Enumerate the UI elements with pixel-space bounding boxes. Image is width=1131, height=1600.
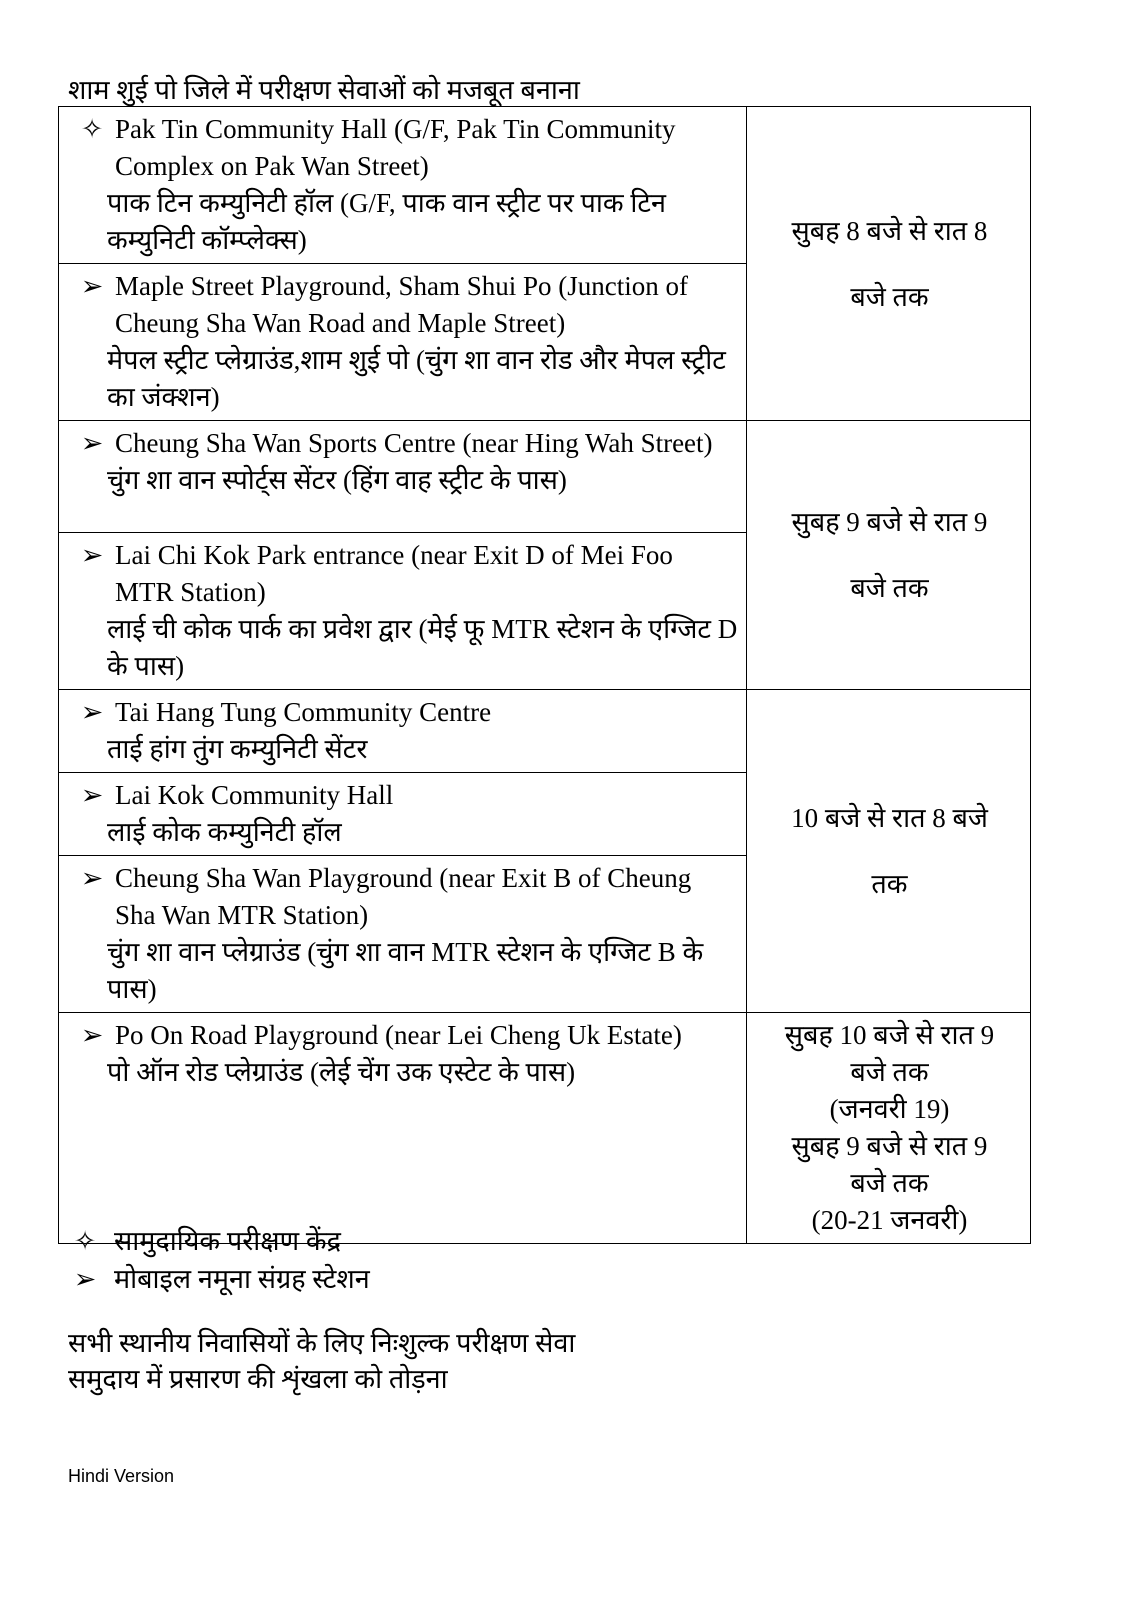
legend [68, 1222, 370, 1298]
mobile-station-icon: ➢ [80, 780, 104, 810]
hours-line: (जनवरी 19) [829, 1094, 950, 1124]
mobile-station-icon: ➢ [80, 540, 104, 570]
hours-line: सुबह 9 बजे से रात 9 [791, 1131, 988, 1161]
site-name-en: Cheung Sha Wan Playground (near Exit B of Cheung Sha Wan MTR Station) [115, 863, 692, 930]
site-cell [59, 1013, 747, 1244]
community-test-centre-icon: ✧ [73, 1226, 97, 1256]
hours-line: बजे तक [850, 1168, 929, 1198]
site-name-hi: लाई ची कोक पार्क का प्रवेश द्वार (मेई फू MTR स्टेशन के एग्जिट D के पास) [107, 614, 738, 681]
table-row [59, 1013, 1031, 1244]
legend-item-community [68, 1222, 370, 1260]
site-name-hi: चुंग शा वान स्पोर्ट्स सेंटर (हिंग वाह स्ट्रीट के पास) [107, 465, 567, 495]
site-cell [59, 856, 747, 1013]
hours-line: 10 बजे से रात 8 बजे [791, 803, 988, 833]
hours-line: बजे तक [850, 573, 929, 603]
site-cell [59, 264, 747, 421]
legend-label: सामुदायिक परीक्षण केंद्र [114, 1226, 341, 1256]
mobile-station-icon: ➢ [80, 271, 104, 301]
hours-line: सुबह 10 बजे से रात 9 [784, 1020, 995, 1050]
footer-line: सभी स्थानीय निवासियों के लिए निःशुल्क परीक्षण सेवा [68, 1328, 576, 1358]
footer-message [68, 1325, 575, 1397]
site-name-hi: पाक टिन कम्युनिटी हॉल (G/F, पाक वान स्ट्रीट पर पाक टिन कम्युनिटी कॉम्प्लेक्स) [107, 188, 666, 255]
hours-cell [747, 1013, 1031, 1244]
hours-cell [747, 690, 1031, 1013]
hours-line: बजे तक [850, 281, 929, 312]
mobile-station-icon: ➢ [80, 863, 104, 893]
hours-cell [747, 107, 1031, 421]
hours-line: सुबह 9 बजे से रात 9 [791, 507, 988, 537]
site-name-hi: ताई हांग तुंग कम्युनिटी सेंटर [107, 734, 368, 764]
table-row [59, 690, 1031, 773]
site-cell [59, 773, 747, 856]
testing-sites-table [58, 106, 1031, 1244]
site-cell [59, 107, 747, 264]
site-name-en: Lai Kok Community Hall [115, 780, 394, 810]
site-name-hi: लाई कोक कम्युनिटी हॉल [107, 817, 342, 847]
site-cell [59, 690, 747, 773]
hours-line: सुबह 8 बजे से रात 8 [791, 215, 988, 246]
site-cell [59, 421, 747, 533]
site-name-hi: पो ऑन रोड प्लेग्राउंड (लेई चेंग उक एस्टेट के पास) [107, 1057, 576, 1087]
site-name-en: Pak Tin Community Hall (G/F, Pak Tin Community Complex on Pak Wan Street) [115, 114, 676, 181]
hours-line: (20-21 जनवरी) [811, 1205, 968, 1235]
site-name-en: Maple Street Playground, Sham Shui Po (Junction of Cheung Sha Wan Road and Maple Street) [115, 271, 688, 338]
mobile-station-icon: ➢ [80, 697, 104, 727]
page-title: शाम शुई पो जिले में परीक्षण सेवाओं को मजबूत बनाना [68, 75, 580, 105]
site-name-hi: चुंग शा वान प्लेग्राउंड (चुंग शा वान MTR स्टेशन के एग्जिट B के पास) [107, 937, 704, 1004]
hours-line: तक [871, 869, 908, 899]
site-name-en: Po On Road Playground (near Lei Cheng Uk Estate) [115, 1020, 682, 1050]
site-name-en: Cheung Sha Wan Sports Centre (near Hing Wah Street) [115, 428, 713, 458]
mobile-station-icon: ➢ [80, 428, 104, 458]
site-name-hi: मेपल स्ट्रीट प्लेग्राउंड,शाम शुई पो (चुंग शा वान रोड और मेपल स्ट्रीट का जंक्शन) [107, 345, 726, 412]
site-name-en: Lai Chi Kok Park entrance (near Exit D of Mei Foo MTR Station) [115, 540, 673, 607]
hours-line: बजे तक [850, 1057, 929, 1087]
legend-item-mobile [68, 1260, 370, 1298]
mobile-station-icon: ➢ [80, 1020, 104, 1050]
community-test-centre-icon: ✧ [80, 114, 104, 144]
site-name-en: Tai Hang Tung Community Centre [115, 697, 492, 727]
mobile-station-icon: ➢ [73, 1264, 97, 1294]
footer-line: समुदाय में प्रसारण की शृंखला को तोड़ना [68, 1364, 448, 1394]
hours-cell [747, 421, 1031, 690]
legend-label: मोबाइल नमूना संग्रह स्टेशन [114, 1264, 370, 1294]
version-label: Hindi Version [68, 1466, 175, 1486]
table-row [59, 107, 1031, 264]
site-cell [59, 533, 747, 690]
table-row [59, 421, 1031, 533]
